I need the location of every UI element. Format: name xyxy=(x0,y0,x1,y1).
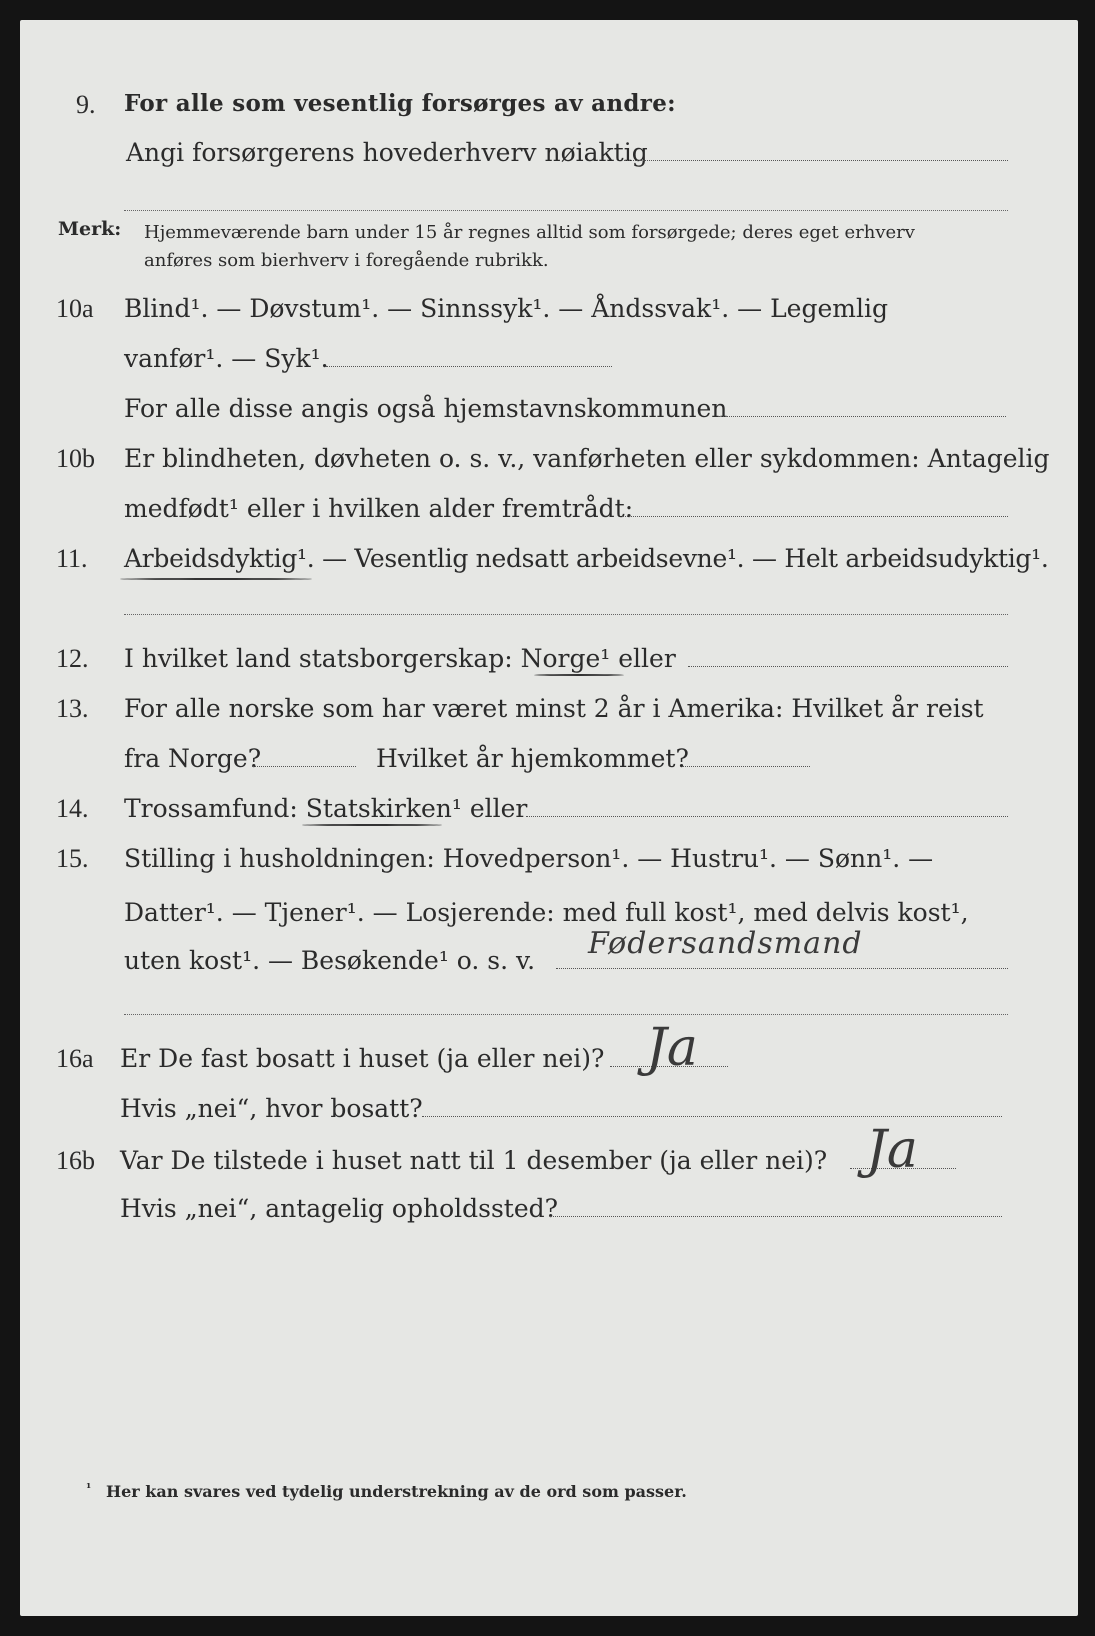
q13-return-answer-line xyxy=(682,766,810,767)
q13-line-2a: fra Norge? xyxy=(124,744,262,773)
q10a-sick-answer-line xyxy=(326,366,612,367)
q14-line-1: Trossamfund: Statskirken¹ eller xyxy=(124,794,528,823)
q15-line-3: uten kost¹. — Besøkende¹ o. s. v. xyxy=(124,946,536,975)
q10a-number: 10a xyxy=(56,294,94,323)
q11-handwritten-underline xyxy=(120,578,312,580)
q16a-residence-answer-line xyxy=(422,1116,1002,1117)
q10b-line-1: Er blindheten, døvheten o. s. v., vanførheten eller sykdommen: Antagelig xyxy=(124,444,1050,473)
merk-line-2: anføres som bierhverv i foregående rubrikk. xyxy=(144,250,549,271)
q15-answer-line xyxy=(556,968,1008,969)
q9-second-line xyxy=(124,210,1008,211)
q15-line-1: Stilling i husholdningen: Hovedperson¹. — Hustru¹. — Sønn¹. — xyxy=(124,844,934,873)
q10a-municipality-answer-line xyxy=(718,416,1006,417)
q16a-line-2: Hvis „nei“, hvor bosatt? xyxy=(120,1094,423,1123)
q10b-number: 10b xyxy=(56,444,95,473)
q14-handwritten-underline xyxy=(302,824,442,826)
q16a-handwritten-answer: Ja xyxy=(646,1018,698,1078)
q10a-line-2: vanfør¹. — Syk¹. xyxy=(124,344,329,373)
q16b-handwritten-answer: Ja xyxy=(866,1120,918,1180)
q9-answer-line xyxy=(624,160,1008,161)
q16a-line-1: Er De fast bosatt i huset (ja eller nei)? xyxy=(120,1044,605,1073)
footnote-text: Her kan svares ved tydelig understrekning av de ord som passer. xyxy=(106,1482,687,1501)
q10a-line-3: For alle disse angis også hjemstavnskommunen xyxy=(124,394,728,423)
q12-answer-line xyxy=(688,666,1008,667)
merk-label: Merk: xyxy=(58,218,122,240)
q16a-number: 16a xyxy=(56,1044,94,1073)
q14-number: 14. xyxy=(56,794,89,823)
q10a-line-1: Blind¹. — Døvstum¹. — Sinnssyk¹. — Åndssvak¹. — Legemlig xyxy=(124,294,888,323)
q15-number: 15. xyxy=(56,844,89,873)
q16b-number: 16b xyxy=(56,1146,95,1175)
merk-line-1: Hjemmeværende barn under 15 år regnes alltid som forsørgede; deres eget erhverv xyxy=(144,222,915,243)
q11-line-1: Arbeidsdyktig¹. — Vesentlig nedsatt arbeidsevne¹. — Helt arbeidsudyktig¹. xyxy=(124,544,1049,573)
q12-number: 12. xyxy=(56,644,89,673)
q10b-answer-line xyxy=(622,516,1008,517)
q13-number: 13. xyxy=(56,694,89,723)
q13-departure-answer-line xyxy=(252,766,356,767)
q16b-location-answer-line xyxy=(550,1216,1002,1217)
q10b-line-2: medfødt¹ eller i hvilken alder fremtrådt: xyxy=(124,494,634,523)
q12-handwritten-underline xyxy=(534,674,624,676)
census-form-page xyxy=(20,20,1078,1616)
q15-second-line xyxy=(124,1014,1008,1015)
q9-heading: For alle som vesentlig forsørges av andre: xyxy=(124,90,676,117)
q16b-line-2: Hvis „nei“, antagelig opholdssted? xyxy=(120,1194,559,1223)
q15-line-2: Datter¹. — Tjener¹. — Losjerende: med full kost¹, med delvis kost¹, xyxy=(124,898,969,927)
footnote-mark: ¹ xyxy=(86,1481,92,1495)
q13-line-2b: Hvilket år hjemkommet? xyxy=(376,744,689,773)
q13-line-1: For alle norske som har været minst 2 år i Amerika: Hvilket år reist xyxy=(124,694,984,723)
q9-prompt: Angi forsørgerens hovederhverv nøiaktig xyxy=(126,138,648,167)
q15-handwritten-answer: Fødersandsmand xyxy=(588,926,863,961)
q16b-line-1: Var De tilstede i huset natt til 1 desember (ja eller nei)? xyxy=(120,1146,828,1175)
q11-number: 11. xyxy=(56,544,88,573)
q12-line-1: I hvilket land statsborgerskap: Norge¹ eller xyxy=(124,644,676,673)
q9-number: 9. xyxy=(76,90,96,119)
q14-answer-line xyxy=(526,816,1008,817)
q11-answer-line xyxy=(124,614,1008,615)
